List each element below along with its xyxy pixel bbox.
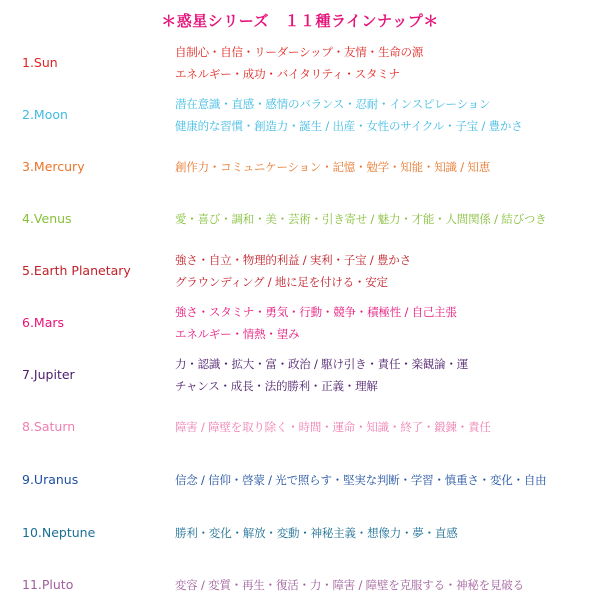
planet-name: 10.Neptune bbox=[22, 525, 96, 540]
planet-row-pluto bbox=[0, 559, 600, 611]
keyword-line: 創作力・コミュニケーション・記憶・勉学・知能・知識 / 知恵 bbox=[175, 160, 490, 174]
planet-row-neptune bbox=[0, 507, 600, 559]
keyword-line: 強さ・スタミナ・勇気・行動・競争・積極性 / 自己主張 bbox=[175, 305, 457, 319]
planet-keywords bbox=[175, 507, 595, 559]
planet-keywords bbox=[175, 193, 595, 245]
keyword-line: 自制心・自信・リーダーシップ・友情・生命の源 bbox=[175, 45, 424, 59]
planet-name: 8.Saturn bbox=[22, 419, 76, 434]
planet-keywords bbox=[175, 349, 595, 401]
planet-keywords bbox=[175, 89, 595, 141]
planet-keywords bbox=[175, 559, 595, 611]
planet-row-venus bbox=[0, 193, 600, 245]
keyword-line: 力・認識・拡大・富・政治 / 駆け引き・責任・楽観論・運 bbox=[175, 357, 469, 371]
keyword-line: 勝利・変化・解放・変動・神秘主義・想像力・夢・直感 bbox=[175, 526, 458, 540]
keyword-line: エネルギー・情熱・望み bbox=[175, 327, 300, 341]
planet-keywords bbox=[175, 141, 595, 193]
planet-name: 3.Mercury bbox=[22, 159, 85, 174]
keyword-line: 健康的な習慣・創造力・誕生 / 出産・女性のサイクル・子宝 / 豊かさ bbox=[175, 119, 523, 133]
keyword-line: 強さ・自立・物理的利益 / 実利・子宝 / 豊かさ bbox=[175, 253, 411, 267]
planet-name: 7.Jupiter bbox=[22, 367, 75, 382]
planet-keywords bbox=[175, 297, 595, 349]
planet-row-jupiter bbox=[0, 349, 600, 401]
planet-name: 1.Sun bbox=[22, 55, 58, 70]
planet-name: 9.Uranus bbox=[22, 472, 79, 487]
planet-row-earth-planetary bbox=[0, 245, 600, 297]
planet-keywords bbox=[175, 401, 595, 453]
planet-row-moon bbox=[0, 89, 600, 141]
planet-name: 11.Pluto bbox=[22, 577, 74, 592]
planet-row-mercury bbox=[0, 141, 600, 193]
planet-name: 5.Earth Planetary bbox=[22, 263, 131, 278]
planet-keywords bbox=[175, 245, 595, 297]
planet-row-saturn bbox=[0, 401, 600, 453]
keyword-line: エネルギー・成功・バイタリティ・スタミナ bbox=[175, 67, 400, 81]
keyword-line: チャンス・成長・法的勝利・正義・理解 bbox=[175, 379, 378, 393]
keyword-line: 変容 / 変質・再生・復活・力・障害 / 障壁を克服する・神秘を見破る bbox=[175, 578, 524, 592]
planet-name: 6.Mars bbox=[22, 315, 65, 330]
page-title: ＊惑星シリーズ １１種ラインナップ＊ bbox=[161, 12, 439, 30]
planet-row-sun bbox=[0, 37, 600, 89]
keyword-line: 潜在意識・直感・感情のバランス・忍耐・インスピレーション bbox=[175, 97, 491, 111]
keyword-line: グラウンディング / 地に足を付ける・安定 bbox=[175, 275, 388, 289]
planet-keywords bbox=[175, 37, 595, 89]
keyword-line: 信念 / 信仰・啓蒙 / 光で照らす・堅実な判断・学習・慎重さ・変化・自由 bbox=[175, 473, 547, 487]
planet-row-mars bbox=[0, 297, 600, 349]
planet-name: 2.Moon bbox=[22, 107, 68, 122]
planet-name: 4.Venus bbox=[22, 211, 72, 226]
keyword-line: 愛・喜び・調和・美・芸術・引き寄せ / 魅力・才能・人間関係 / 結びつき bbox=[175, 212, 547, 226]
planet-row-uranus bbox=[0, 454, 600, 506]
keyword-line: 障害 / 障壁を取り除く・時間・運命・知識・終了・鍛錬・責任 bbox=[175, 420, 491, 434]
planet-keywords bbox=[175, 454, 595, 506]
